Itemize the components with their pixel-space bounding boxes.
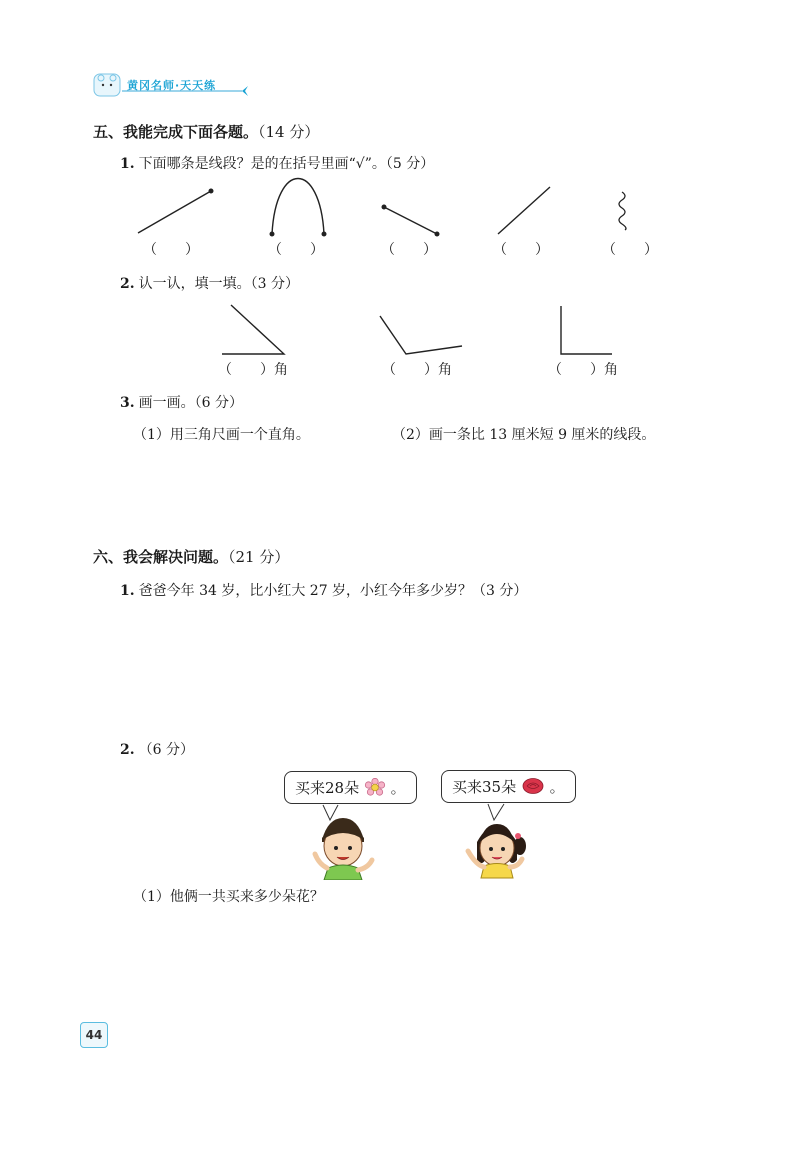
question-number: 3. bbox=[120, 395, 135, 411]
answer-blank-1[interactable]: （ ） bbox=[143, 242, 199, 258]
question-number: 2. bbox=[120, 276, 135, 292]
question-number: 1. bbox=[120, 583, 135, 599]
question-number: 1. bbox=[120, 156, 135, 172]
section-6-points: （21 分） bbox=[228, 548, 290, 566]
question-text: 画一画。（6 分） bbox=[138, 395, 243, 411]
answer-blank-2[interactable]: （ ） bbox=[268, 242, 324, 258]
question-text: 下面哪条是线段？是的在括号里画“√”。（5 分） bbox=[138, 156, 435, 172]
page-number: 44 bbox=[80, 1022, 108, 1048]
question-text: 爸爸今年 34 岁，比小红大 27 岁，小红今年多少岁？（3 分） bbox=[138, 583, 528, 599]
question-number: 2. bbox=[120, 742, 135, 758]
question-text: 认一认，填一填。（3 分） bbox=[138, 276, 299, 292]
angle-blank-2[interactable]: （ ）角 bbox=[382, 362, 452, 378]
girl-illustration bbox=[468, 824, 526, 878]
bubble-suffix: 。 bbox=[390, 779, 406, 797]
section-6-heading: 六、我会解决问题。 bbox=[93, 548, 229, 566]
question-6-2-sub-1: （1）他俩一共买来多少朵花？ bbox=[133, 889, 324, 905]
header-brand: 黄冈名师·天天练 bbox=[127, 79, 217, 92]
answer-blank-4[interactable]: （ ） bbox=[493, 242, 549, 258]
section-5-heading: 五、我能完成下面各题。 bbox=[93, 123, 259, 141]
section-5-points: （14 分） bbox=[258, 123, 320, 141]
angle-blank-1[interactable]: （ ）角 bbox=[218, 362, 288, 378]
question-5-3-sub-2: （2）画一条比 13 厘米短 9 厘米的线段。 bbox=[392, 427, 656, 443]
angle-blank-3[interactable]: （ ）角 bbox=[548, 362, 618, 378]
answer-blank-3[interactable]: （ ） bbox=[381, 242, 437, 258]
question-text: （6 分） bbox=[138, 742, 194, 758]
question-5-3-sub-1: （1）用三角尺画一个直角。 bbox=[133, 427, 310, 443]
bubble-suffix: 。 bbox=[549, 778, 565, 796]
bubble-text: 买来35朵 bbox=[452, 778, 517, 796]
bubble-text: 买来28朵 bbox=[295, 779, 360, 797]
boy-illustration bbox=[315, 818, 372, 880]
answer-blank-5[interactable]: （ ） bbox=[602, 242, 658, 258]
